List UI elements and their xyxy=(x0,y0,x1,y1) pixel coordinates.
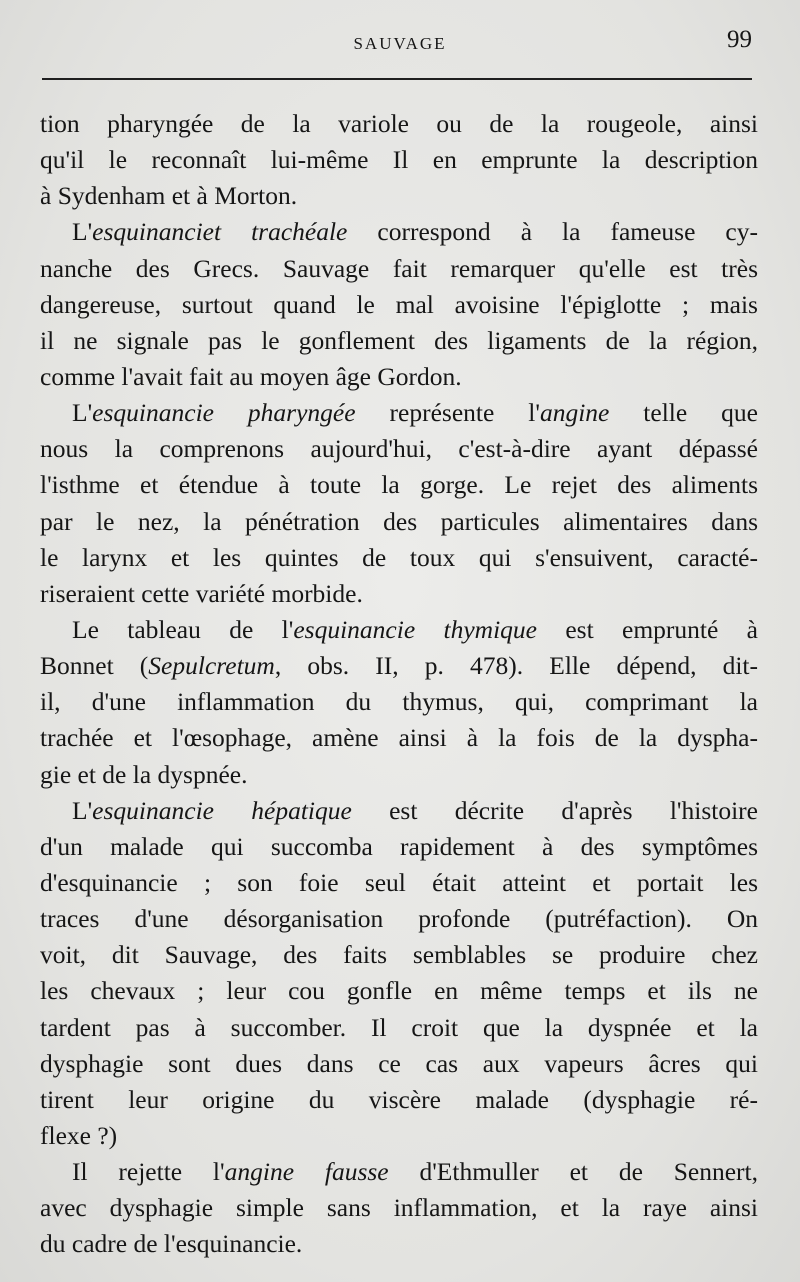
italic-term: esquinancie pharyngée xyxy=(92,398,356,428)
text-run: , obs. II, p. 478). Elle dépend, dit- xyxy=(274,651,759,681)
text-line: il, d'une inflammation du thymus, qui, comprimant la xyxy=(40,687,758,717)
text-line: gie et de la dyspnée. xyxy=(40,759,248,789)
text-run: Bonnet ( xyxy=(40,651,149,681)
text-line: l'isthme et étendue à toute la gorge. Le rejet des aliments xyxy=(40,470,758,500)
text-line: traces d'une désorganisation profonde (putréfaction). On xyxy=(40,904,758,934)
text-line xyxy=(40,793,758,829)
text-line: les chevaux ; leur cou gonfle en même temps et ils ne xyxy=(40,976,758,1006)
italic-term: angine fausse xyxy=(224,1157,389,1187)
text-line xyxy=(40,1154,758,1190)
text-line: trachée et l'œsophage, amène ainsi à la fois de la dyspha- xyxy=(40,723,758,753)
running-title: SAUVAGE xyxy=(353,34,447,53)
body-text xyxy=(40,106,758,1263)
running-head xyxy=(0,26,800,66)
text-run: L' xyxy=(72,217,93,247)
text-line: comme l'avait fait au moyen âge Gordon. xyxy=(40,361,462,391)
text-line: nanche des Grecs. Sauvage fait remarquer qu'elle est très xyxy=(40,253,758,283)
text-line: tirent leur origine du viscère malade (dysphagie ré- xyxy=(40,1084,758,1114)
text-line: d'un malade qui succomba rapidement à des symptômes xyxy=(40,831,758,861)
text-run: Il rejette l' xyxy=(72,1157,225,1187)
text-line: avec dysphagie simple sans inflammation, et la raye ainsi xyxy=(40,1193,758,1223)
text-line: qu'il le reconnaît lui-même Il en emprunte la description xyxy=(40,145,758,175)
text-line: riseraient cette variété morbide. xyxy=(40,578,363,608)
italic-term: esquinancie hépatique xyxy=(92,795,352,825)
text-line: voit, dit Sauvage, des faits semblables se produire chez xyxy=(40,940,758,970)
text-line: il ne signale pas le gonflement des ligaments de la région, xyxy=(40,325,758,355)
text-line: tardent pas à succomber. Il croit que la dyspnée et la xyxy=(40,1012,758,1042)
text-run: L' xyxy=(72,795,93,825)
text-run: Le tableau de l' xyxy=(72,614,294,644)
text-line xyxy=(40,395,758,431)
text-line: le larynx et les quintes de toux qui s'ensuivent, caracté- xyxy=(40,542,758,572)
text-line: du cadre de l'esquinancie. xyxy=(40,1229,303,1259)
text-run: d'Ethmuller et de Sennert, xyxy=(388,1157,758,1187)
text-run: est emprunté à xyxy=(536,614,758,644)
text-line xyxy=(40,648,758,684)
text-line: nous la comprenons aujourd'hui, c'est-à-dire ayant dépassé xyxy=(40,434,758,464)
text-run: est décrite d'après l'histoire xyxy=(351,795,758,825)
text-line: tion pharyngée de la variole ou de la rougeole, ainsi xyxy=(40,109,758,138)
italic-term: angine xyxy=(539,398,610,428)
header-rule xyxy=(42,78,752,80)
text-line: à Sydenham et à Morton. xyxy=(40,181,298,211)
text-line: par le nez, la pénétration des particules alimentaires dans xyxy=(40,506,758,536)
text-line xyxy=(40,612,758,648)
text-line: flexe ?) xyxy=(40,1120,118,1150)
text-line: dangereuse, surtout quand le mal avoisine l'épiglotte ; mais xyxy=(40,289,758,319)
text-run: L' xyxy=(72,398,93,428)
text-line xyxy=(40,214,758,250)
text-line: d'esquinancie ; son foie seul était atteint et portait les xyxy=(40,867,758,897)
text-line: dysphagie sont dues dans ce cas aux vapeurs âcres qui xyxy=(40,1048,758,1078)
text-run: telle que xyxy=(609,398,758,428)
italic-term: esquinancie thymique xyxy=(293,614,537,644)
text-run: représente l' xyxy=(355,398,540,428)
page-number: 99 xyxy=(727,26,752,53)
text-run: correspond à la fameuse cy- xyxy=(347,217,758,247)
italic-term: esquinanciet trachéale xyxy=(92,217,348,247)
italic-term: Sepulcretum xyxy=(148,651,275,681)
